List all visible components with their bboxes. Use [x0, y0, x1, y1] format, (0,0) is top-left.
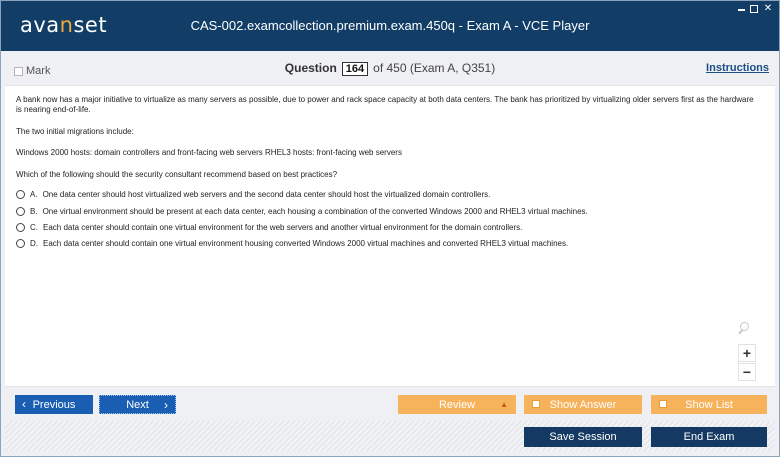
question-header — [5, 55, 775, 85]
instructions-link[interactable]: Instructions — [706, 62, 769, 74]
zoom-in-button[interactable]: + — [738, 344, 756, 362]
previous-label: Previous — [32, 398, 76, 411]
question-label: Question — [284, 61, 337, 75]
title-bar — [1, 1, 779, 51]
question-counter — [5, 61, 775, 76]
next-label: Next — [126, 398, 149, 411]
radio-icon[interactable] — [16, 190, 25, 199]
next-button[interactable] — [99, 395, 176, 414]
radio-icon[interactable] — [16, 223, 25, 232]
previous-button[interactable] — [15, 395, 93, 414]
show-answer-label: Show Answer — [549, 398, 617, 411]
review-label: Review — [438, 398, 476, 411]
show-list-label: Show List — [685, 398, 733, 411]
show-answer-button[interactable] — [524, 395, 642, 414]
zoom-out-button[interactable]: − — [738, 363, 756, 381]
radio-icon[interactable] — [16, 207, 25, 216]
show-list-button[interactable] — [651, 395, 767, 414]
close-icon[interactable]: ✕ — [763, 3, 773, 14]
option-text: One virtual environment should be present at each data center, each housing a combination of the converted Windows 2000 and RHEL3 virtual machines. — [42, 207, 588, 216]
option-letter: C. — [30, 223, 38, 232]
review-button[interactable] — [398, 395, 516, 414]
maximize-icon[interactable] — [750, 5, 758, 13]
answer-option-c[interactable] — [16, 223, 522, 232]
question-content — [5, 85, 775, 387]
question-number-field[interactable]: 164 — [342, 62, 368, 76]
chevron-right-icon: › — [164, 398, 168, 412]
checkbox-icon — [532, 400, 540, 408]
minimize-icon[interactable] — [738, 4, 745, 11]
option-text: Each data center should contain one virtual environment for the web servers and another virtual environment for the domain controllers. — [43, 223, 523, 232]
end-exam-button[interactable]: End Exam — [651, 427, 767, 447]
question-paragraph: The two initial migrations include: — [16, 127, 134, 136]
option-letter: D. — [30, 239, 38, 248]
answer-option-a[interactable] — [16, 190, 490, 199]
question-paragraph: Windows 2000 hosts: domain controllers and front-facing web servers RHEL3 hosts: front-facing web servers — [16, 148, 402, 157]
answer-option-d[interactable] — [16, 239, 568, 248]
avanset-logo: avanset — [20, 13, 108, 37]
question-paragraph: Which of the following should the security consultant recommend based on best practices? — [16, 170, 338, 179]
option-letter: B. — [30, 207, 38, 216]
option-letter: A. — [30, 190, 38, 199]
chevron-left-icon: ‹ — [22, 397, 26, 411]
window-controls — [738, 4, 773, 14]
window-title: CAS-002.examcollection.premium.exam.450q - Exam A - VCE Player — [190, 18, 590, 33]
checkbox-icon — [659, 400, 667, 408]
question-paragraph: A bank now has a major initiative to virtualize as many servers as possible, due to power and rack space capacity at both data centers. The bank has prioritized by virtualizing older servers first as the hardware is nearing end-of-life. — [16, 95, 754, 114]
magnifier-icon — [738, 322, 752, 336]
option-text: One data center should host virtualized web servers and the second data center should host the virtualized domain controllers. — [42, 190, 491, 199]
caret-up-icon: ▲ — [500, 400, 508, 409]
option-text: Each data center should contain one virtual environment housing converted Windows 2000 virtual machines and converted RHEL3 virtual machines. — [43, 239, 569, 248]
save-session-button[interactable]: Save Session — [524, 427, 642, 447]
answer-option-b[interactable] — [16, 207, 588, 216]
question-total: of 450 (Exam A, Q351) — [373, 61, 496, 75]
radio-icon[interactable] — [16, 239, 25, 248]
mark-label: Mark — [26, 65, 51, 77]
